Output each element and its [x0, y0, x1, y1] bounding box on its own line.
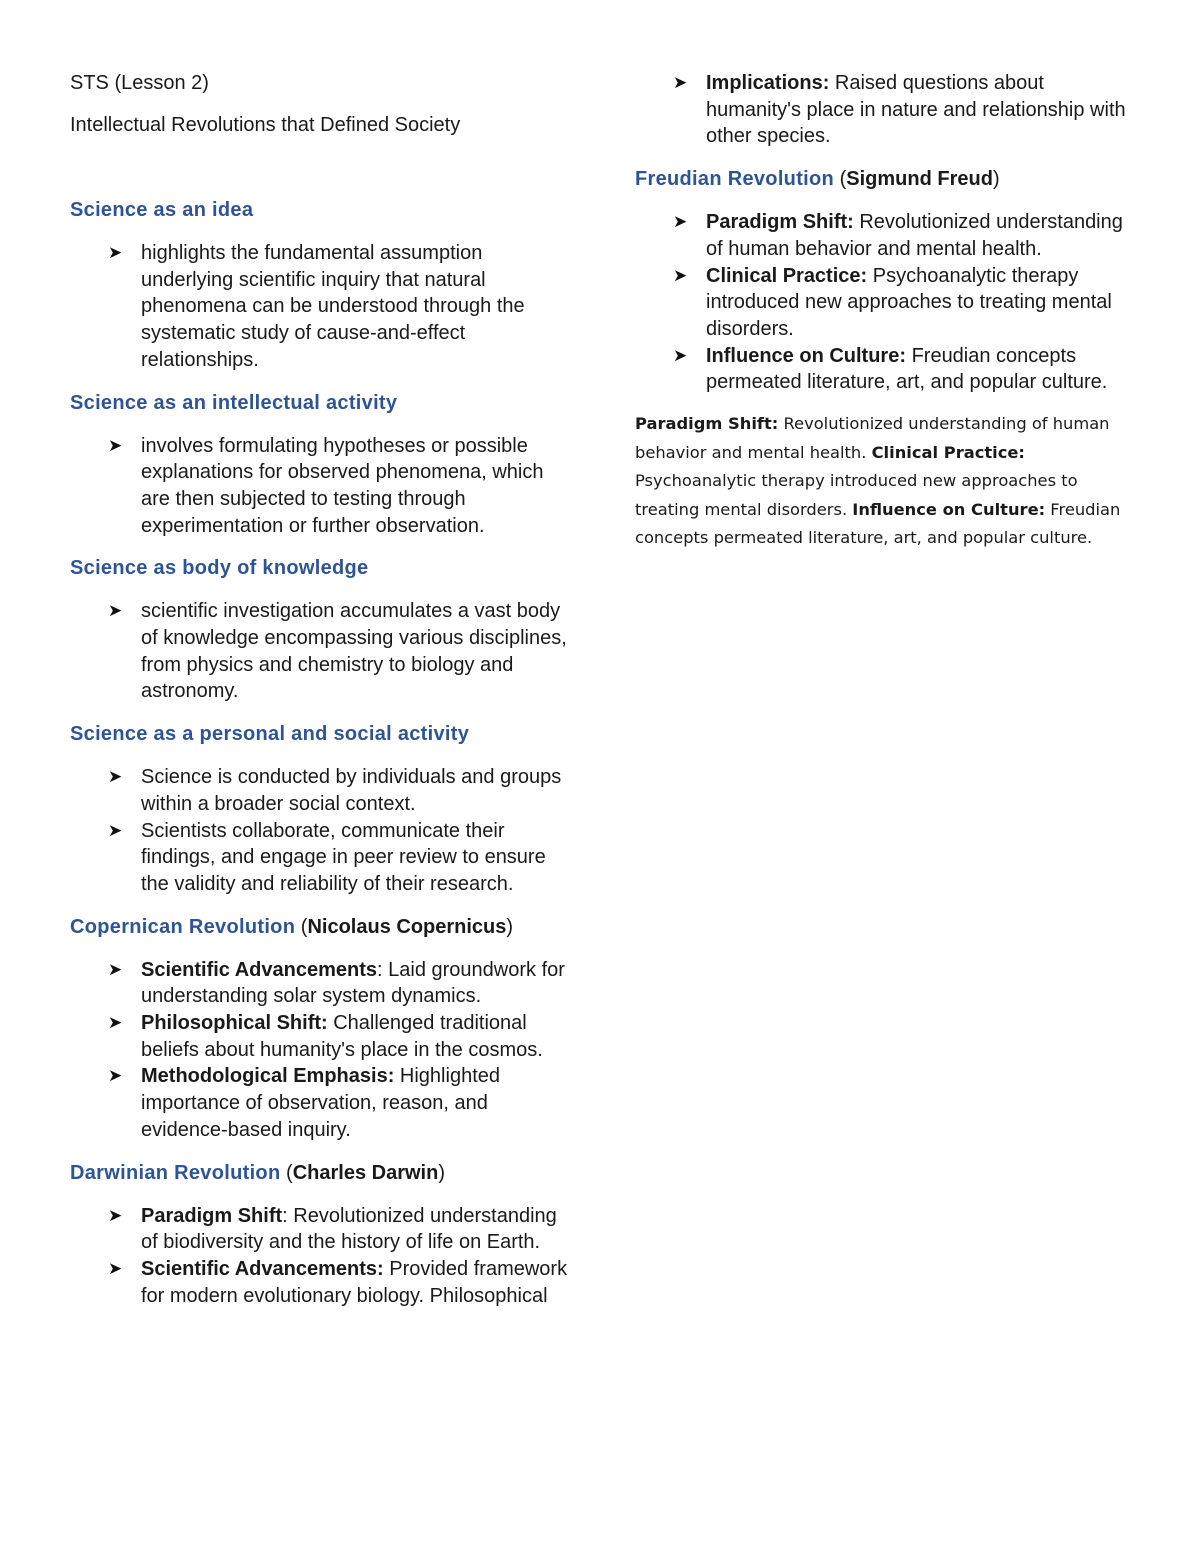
- copernican-list: [70, 957, 570, 1144]
- section-heading-idea: Science as an idea: [70, 199, 254, 221]
- arrowhead-bullet-icon: ➤: [673, 212, 688, 232]
- section-heading-copernican: Copernican Revolution (Nicolaus Copernicus): [70, 915, 514, 938]
- social-list: [70, 764, 570, 898]
- list-item: ➤ highlights the fundamental assumption underlying scientific inquiry that natural phenomena can be understood through the systematic study of cause-and-effect relationships.: [108, 242, 525, 371]
- darwinian-list-continued: [635, 70, 1130, 150]
- list-item: ➤ scientific investigation accumulates a vast body of knowledge encompassing various disciplines, from physics and chemistry to biology and astronomy.: [108, 600, 567, 703]
- list-item: ➤ Science is conducted by individuals and groups within a broader social context.: [108, 766, 562, 815]
- knowledge-list: [70, 598, 570, 705]
- arrowhead-bullet-icon: ➤: [673, 73, 688, 92]
- section-heading-social: Science as a personal and social activity: [70, 723, 470, 746]
- freudian-list: [635, 209, 1130, 396]
- arrowhead-bullet-icon: ➤: [108, 767, 123, 787]
- document-subtitle: Intellectual Revolutions that Defined Society: [70, 114, 461, 136]
- list-item: ➤ Paradigm Shift: Revolutionized understanding of human behavior and mental health.: [673, 211, 1123, 260]
- list-item: ➤ Philosophical Shift: Challenged traditional beliefs about humanity's place in the cosmos.: [108, 1012, 543, 1061]
- document-title: STS (Lesson 2): [70, 72, 209, 94]
- list-item: ➤ Paradigm Shift: Revolutionized understanding of biodiversity and the history of life on Earth.: [108, 1204, 557, 1254]
- right-column: [635, 70, 1130, 553]
- section-heading-intellectual: Science as an intellectual activity: [70, 391, 398, 414]
- list-item: ➤ Methodological Emphasis: Highlighted importance of observation, reason, and evidence-based inquiry.: [108, 1065, 500, 1141]
- list-item: ➤ Implications: Raised questions about humanity's place in nature and relationship with other species.: [673, 72, 1126, 148]
- list-item: ➤ Scientists collaborate, communicate their findings, and engage in peer review to ensure the validity and reliability of their research.: [108, 819, 546, 895]
- list-item: ➤ involves formulating hypotheses or possible explanations for observed phenomena, which are then subjected to testing through experimentation or further observation.: [108, 434, 544, 537]
- arrowhead-bullet-icon: ➤: [108, 435, 123, 455]
- idea-list: [70, 240, 570, 374]
- list-item: ➤ Clinical Practice: Psychoanalytic therapy introduced new approaches to treating mental disorders.: [673, 264, 1112, 340]
- list-item: ➤ Influence on Culture: Freudian concepts permeated literature, art, and popular culture.: [673, 344, 1108, 394]
- arrowhead-bullet-icon: ➤: [673, 345, 688, 365]
- intellectual-list: [70, 433, 570, 540]
- arrowhead-bullet-icon: ➤: [108, 959, 123, 979]
- summary-paragraph: Paradigm Shift: Revolutionized understanding of human behavior and mental health. Clinical Practice: Psychoanalytic therapy introduced new approaches to treating mental disorders. Influence on Culture: Freudian concepts permeated literature, art, and popular culture.: [635, 414, 1121, 548]
- arrowhead-bullet-icon: ➤: [108, 601, 123, 621]
- darwinian-list: [70, 1203, 570, 1310]
- arrowhead-bullet-icon: ➤: [108, 243, 123, 262]
- arrowhead-bullet-icon: ➤: [108, 1258, 123, 1278]
- arrowhead-bullet-icon: ➤: [108, 1066, 123, 1086]
- section-heading-freudian: Freudian Revolution (Sigmund Freud): [635, 168, 1000, 191]
- section-heading-darwinian: Darwinian Revolution (Charles Darwin): [70, 1161, 445, 1184]
- list-item: ➤ Scientific Advancements: Laid groundwork for understanding solar system dynamics.: [108, 958, 565, 1008]
- arrowhead-bullet-icon: ➤: [108, 1205, 123, 1225]
- arrowhead-bullet-icon: ➤: [673, 265, 688, 285]
- section-heading-knowledge: Science as body of knowledge: [70, 557, 369, 580]
- arrowhead-bullet-icon: ➤: [108, 1013, 123, 1033]
- list-item: ➤ Scientific Advancements: Provided framework for modern evolutionary biology. Philosophical: [108, 1257, 568, 1307]
- left-column: [70, 70, 570, 1309]
- arrowhead-bullet-icon: ➤: [108, 820, 123, 840]
